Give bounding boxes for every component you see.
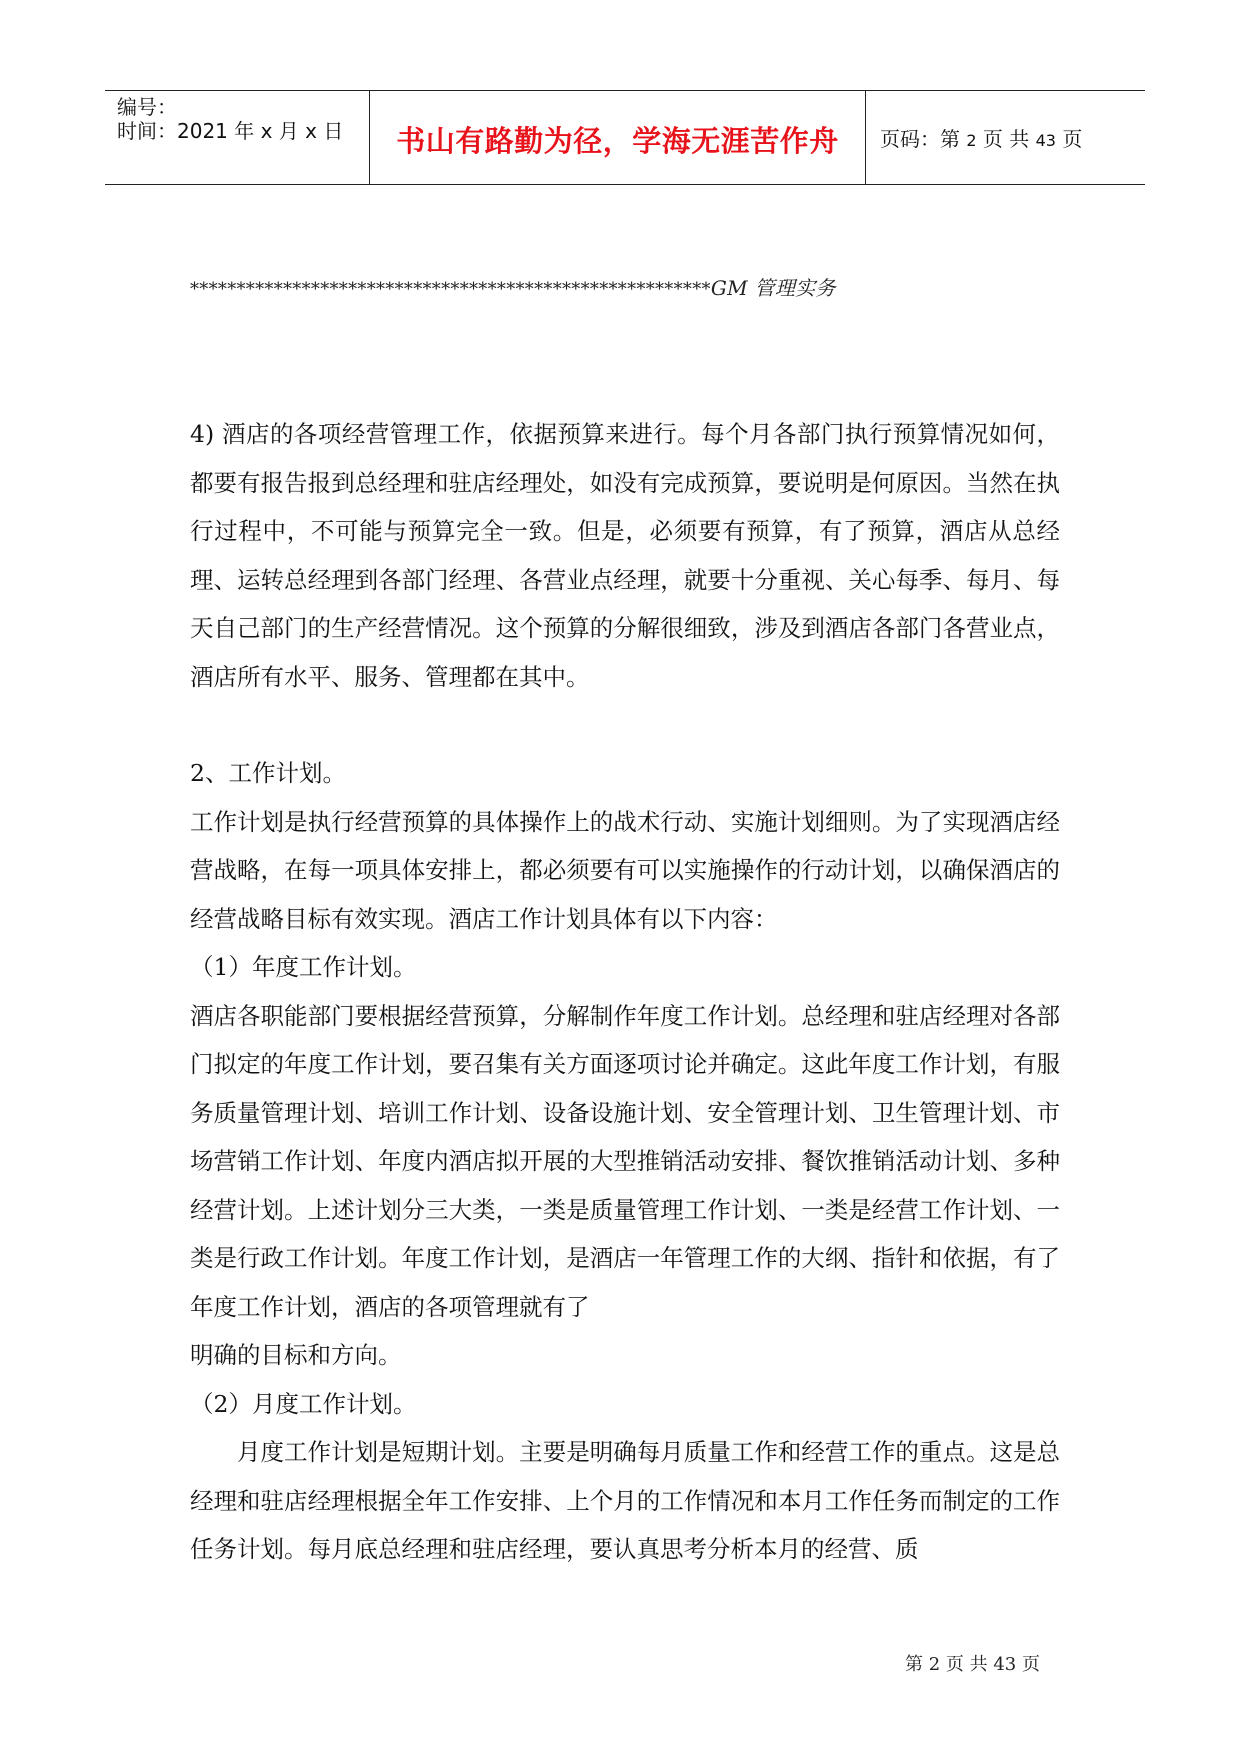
heading-annual-plan: （1）年度工作计划。 [190, 953, 417, 981]
motto: 书山有路勤为径，学海无涯苦作舟 [396, 124, 839, 158]
time-label: 时间：2021 年 x 月 x 日 [117, 119, 344, 143]
paragraph-annual-plan-end: 明确的目标和方向。 [190, 1341, 402, 1369]
header-meta-cell [105, 91, 370, 184]
header-motto-cell [370, 91, 866, 184]
paragraph-work-plan: 工作计划是执行经营预算的具体操作上的战术行动、实施计划细则。为了实现酒店经营战略，在每一项具体安排上，都必须要有可以实施操作的行动计划，以确保酒店的经营战略目标有效实现。酒店工作计划具体有以下内容： [190, 807, 1060, 933]
heading-work-plan: 2、工作计划。 [190, 759, 346, 787]
heading-monthly-plan: （2）月度工作计划。 [190, 1389, 417, 1418]
page-code-current: 2 [966, 131, 977, 150]
stars-divider: ******************************************************** [190, 279, 711, 300]
page-code-suffix: 页 [1062, 127, 1083, 151]
header-page-cell [866, 91, 1145, 184]
section-marker [190, 272, 836, 301]
document-header [105, 90, 1145, 185]
page-footer: 第 2 页 共 43 页 [905, 1654, 1040, 1675]
page-code-mid: 页 共 [982, 127, 1030, 151]
document-body [190, 410, 1060, 1574]
paragraph-monthly-plan: 月度工作计划是短期计划。主要是明确每月质量工作和经营工作的重点。这是总经理和驻店经理根据全年工作安排、上个月的工作情况和本月工作任务而制定的工作任务计划。每月底总经理和驻店经理，要认真思考分析本月的经营、质 [190, 1438, 1060, 1563]
section-tag: GM 管理实务 [710, 276, 836, 300]
number-label: 编号： [117, 95, 177, 119]
page-code [880, 123, 1082, 152]
page-code-prefix: 页码：第 [880, 127, 960, 151]
paragraph-budget: 4) 酒店的各项经营管理工作，依据预算来进行。每个月各部门执行预算情况如何，都要有报告报到总经理和驻店经理处，如没有完成预算，要说明是何原因。当然在执行过程中，不可能与预算完全一致。但是，必须要有预算，有了预算，酒店从总经理、运转总经理到各部门经理、各营业点经理，就要十分重视、关心每季、每月、每天自己部门的生产经营情况。这个预算的分解很细致，涉及到酒店各部门各营业点，酒店所有水平、服务、管理都在其中。 [190, 420, 1060, 691]
paragraph-annual-plan: 酒店各职能部门要根据经营预算，分解制作年度工作计划。总经理和驻店经理对各部门拟定的年度工作计划，要召集有关方面逐项讨论并确定。这此年度工作计划，有服务质量管理计划、培训工作计划、设备设施计划、安全管理计划、卫生管理计划、市场营销工作计划、年度内酒店拟开展的大型推销活动安排、餐饮推销活动计划、多种经营计划。上述计划分三大类，一类是质量管理工作计划、一类是经营工作计划、一类是行政工作计划。年度工作计划，是酒店一年管理工作的大纲、指针和依据，有了年度工作计划，酒店的各项管理就有了 [190, 1001, 1060, 1321]
page-code-total: 43 [1035, 131, 1056, 150]
